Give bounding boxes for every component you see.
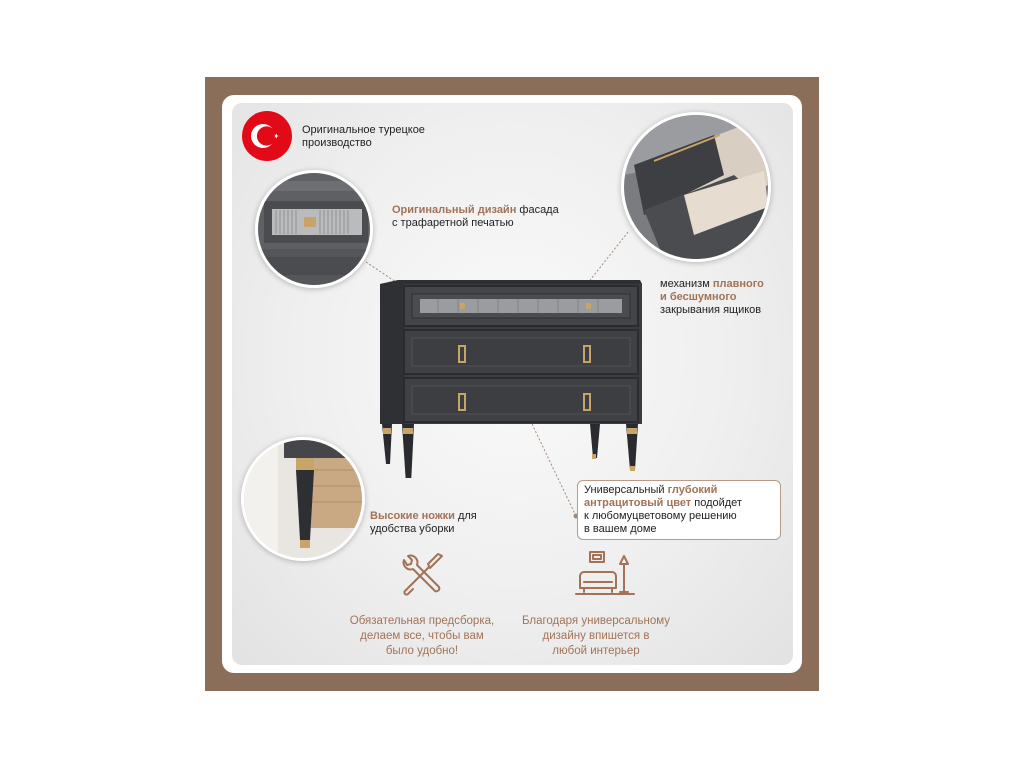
facade-detail-photo <box>255 170 373 288</box>
turkey-flag-icon <box>241 110 293 162</box>
design-text: Оригинальный дизайн фасада с трафаретной печатью <box>392 204 559 229</box>
universal-text: Благодаря универсальному дизайну впишется в любой интерьер <box>521 615 671 657</box>
assembly-text: Обязательная предсборка, делаем все, чтобы вам было удобно! <box>349 615 495 657</box>
wrench-screwdriver-icon <box>398 550 448 600</box>
dresser-image <box>378 278 646 478</box>
mechanism-text: механизм плавного и бесшумного закрывания ящиков <box>660 278 764 316</box>
legs-text: Высокие ножки для удобства уборки <box>370 510 477 535</box>
color-text: Универсальный глубокий антрацитовый цвет подойдет к любомуцветовому решению в вашем доме <box>584 484 742 535</box>
origin-text: Оригинальное турецкое производство <box>302 124 425 149</box>
legs-detail-photo <box>241 437 365 561</box>
drawer-mechanism-photo <box>621 112 771 262</box>
living-room-icon <box>574 548 636 600</box>
